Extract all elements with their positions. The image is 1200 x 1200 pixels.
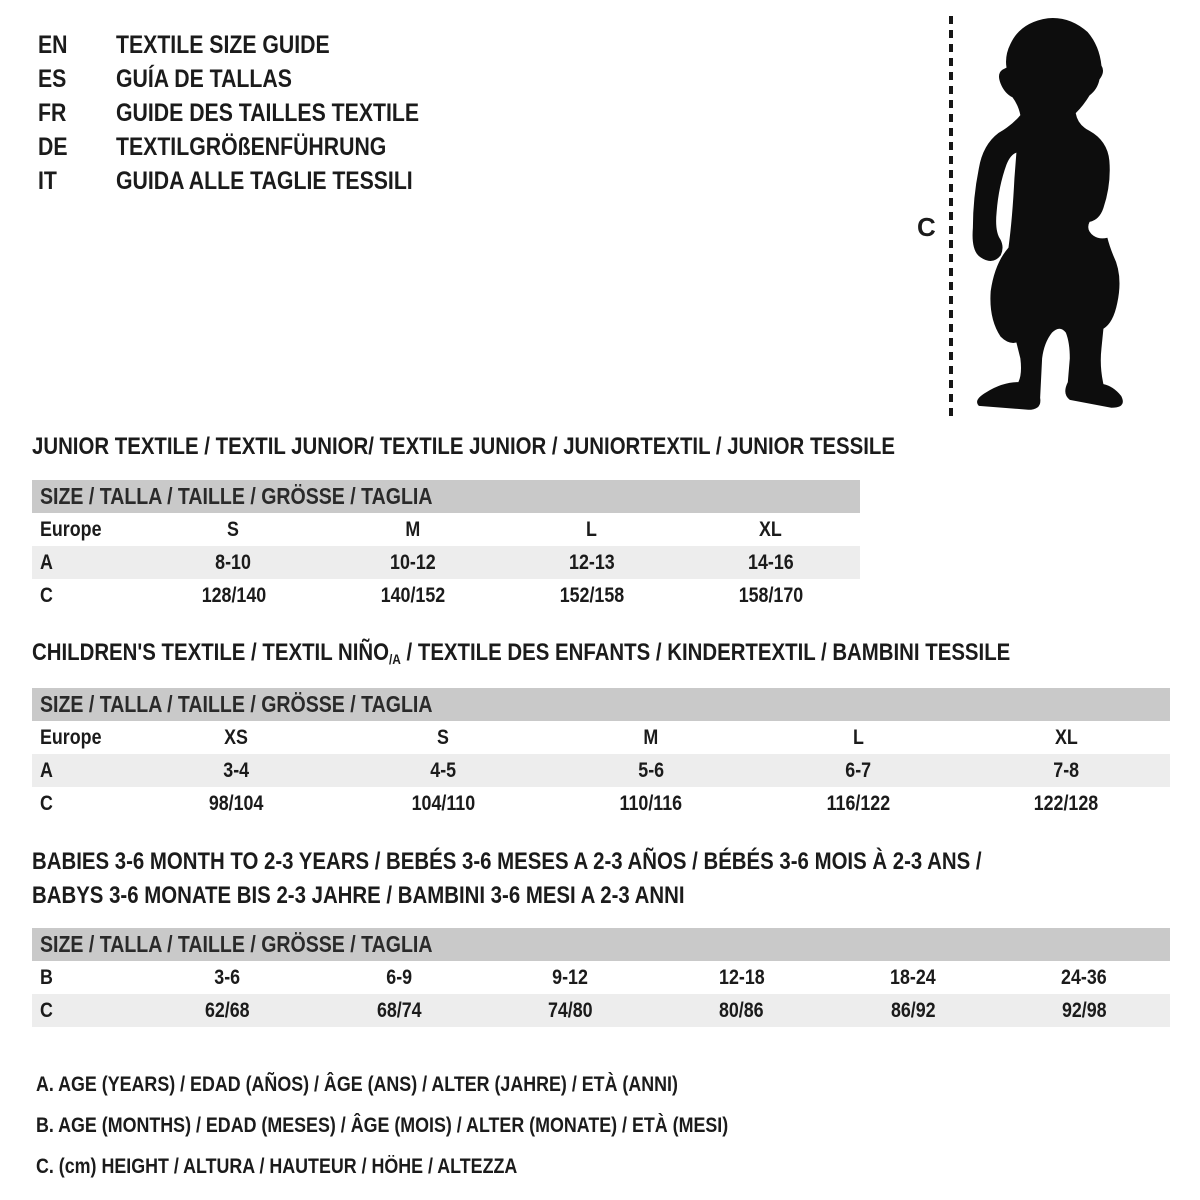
language-code: DE — [38, 132, 68, 161]
junior-table-title: JUNIOR TEXTILE / TEXTIL JUNIOR/ TEXTILE JUNIOR / JUNIORTEXTIL / JUNIOR TESSILE — [32, 433, 895, 460]
row-label: Europe — [40, 518, 102, 541]
junior-table — [32, 480, 860, 612]
table-cell: 3-4 — [222, 759, 249, 782]
table-cell: 3-6 — [214, 966, 241, 989]
language-code: FR — [38, 98, 67, 127]
table-cell: 62/68 — [205, 999, 250, 1022]
language-label: TEXTILE SIZE GUIDE — [116, 30, 330, 59]
table-cell: 110/116 — [619, 792, 683, 815]
table-cell: 128/140 — [201, 584, 266, 607]
children-table — [32, 688, 1170, 820]
language-row — [38, 96, 473, 130]
row-label: C — [40, 584, 53, 607]
table-cell: 158/170 — [738, 584, 803, 607]
language-row — [38, 28, 473, 62]
size-header-bar: SIZE / TALLA / TAILLE / GRÖSSE / TAGLIA — [32, 928, 1170, 961]
table-cell: L — [853, 726, 865, 749]
language-row — [38, 130, 473, 164]
table-cell: 74/80 — [547, 999, 593, 1022]
table-cell: 9-12 — [552, 966, 589, 989]
language-label: GUIDA ALLE TAGLIE TESSILI — [116, 166, 413, 195]
table-row — [32, 546, 860, 579]
table-cell: 4-5 — [430, 759, 457, 782]
table-cell: 8-10 — [215, 551, 252, 574]
table-cell: M — [405, 518, 420, 541]
table-cell: 86/92 — [890, 999, 936, 1022]
table-cell: S — [227, 518, 240, 541]
legend-line-a: A. AGE (YEARS) / EDAD (AÑOS) / ÂGE (ANS) / ALTER (JAHRE) / ETÀ (ANNI) — [36, 1073, 678, 1096]
table-cell: XS — [223, 726, 248, 749]
table-row — [32, 787, 1170, 820]
table-row — [32, 994, 1170, 1027]
children-table-title: CHILDREN'S TEXTILE / TEXTIL $NIÑO_{/A}$ / TEXTILE DES ENFANTS / KINDERTEXTIL / BAMBINI TESSILE — [32, 639, 1011, 667]
row-label: C — [40, 999, 53, 1022]
legend-line-c: C. (cm) HEIGHT / ALTURA / HAUTEUR / HÖHE / ALTEZZA — [36, 1155, 518, 1178]
row-label: B — [40, 966, 53, 989]
table-row — [32, 754, 1170, 787]
table-cell: L — [586, 518, 597, 541]
language-label: TEXTILGRÖßENFÜHRUNG — [116, 132, 387, 161]
row-label: C — [40, 792, 53, 815]
table-cell: 18-24 — [890, 966, 936, 989]
table-cell: 116/122 — [826, 792, 891, 815]
table-cell: 92/98 — [1061, 999, 1107, 1022]
table-cell: 5-6 — [638, 759, 664, 782]
table-row — [32, 579, 860, 612]
table-cell: 10-12 — [389, 551, 436, 574]
table-cell: 6-7 — [845, 759, 872, 782]
size-header-bar: SIZE / TALLA / TAILLE / GRÖSSE / TAGLIA — [32, 688, 1170, 721]
table-cell: S — [437, 726, 450, 749]
table-cell: 104/110 — [411, 792, 476, 815]
language-code: IT — [38, 166, 57, 195]
table-cell: 12-18 — [718, 966, 765, 989]
row-label: A — [40, 759, 53, 782]
table-cell: 80/86 — [719, 999, 764, 1022]
table-cell: 122/128 — [1033, 792, 1099, 815]
language-code: ES — [38, 64, 67, 93]
legend-line-b: B. AGE (MONTHS) / EDAD (MESES) / ÂGE (MOIS) / ALTER (MONATE) / ETÀ (MESI) — [36, 1114, 729, 1137]
height-measure-label: C — [917, 212, 936, 242]
table-cell: 6-9 — [386, 966, 412, 989]
legend — [36, 1064, 850, 1187]
table-row — [32, 513, 860, 546]
babies-table-title: BABIES 3-6 MONTH TO 2-3 YEARS / BEBÉS 3-6 MESES A 2-3 AÑOS / BÉBÉS 3-6 MOIS À 2-3 ANS / BABYS 3-6 MONATE BIS 2-3 JAHRE / BAMBINI 3-6 MESI A 2-3 ANNI — [32, 848, 982, 909]
language-label: GUIDE DES TAILLES TEXTILE — [116, 98, 420, 127]
language-code: EN — [38, 30, 68, 59]
table-cell: 24-36 — [1061, 966, 1108, 989]
language-title-list — [38, 28, 473, 198]
table-cell: 140/152 — [380, 584, 445, 607]
table-cell: 7-8 — [1053, 759, 1080, 782]
table-cell: M — [643, 726, 659, 749]
language-row — [38, 62, 473, 96]
babies-table — [32, 928, 1170, 1027]
table-row — [32, 961, 1170, 994]
language-label: GUÍA DE TALLAS — [116, 64, 292, 93]
nino-a-subscript: /A — [388, 651, 401, 667]
table-cell: 14-16 — [747, 551, 794, 574]
table-cell: 152/158 — [559, 584, 624, 607]
baby-silhouette-icon — [963, 8, 1141, 418]
row-label: A — [40, 551, 53, 574]
size-guide-figure — [905, 6, 1200, 424]
size-header-bar: SIZE / TALLA / TAILLE / GRÖSSE / TAGLIA — [32, 480, 860, 513]
table-cell: XL — [1054, 726, 1078, 749]
height-measure-line — [949, 16, 953, 418]
row-label: Europe — [40, 726, 102, 749]
table-cell: XL — [759, 518, 782, 541]
table-cell: 68/74 — [376, 999, 422, 1022]
language-row — [38, 164, 473, 198]
table-cell: 98/104 — [208, 792, 264, 815]
table-row — [32, 721, 1170, 754]
table-cell: 12-13 — [568, 551, 615, 574]
